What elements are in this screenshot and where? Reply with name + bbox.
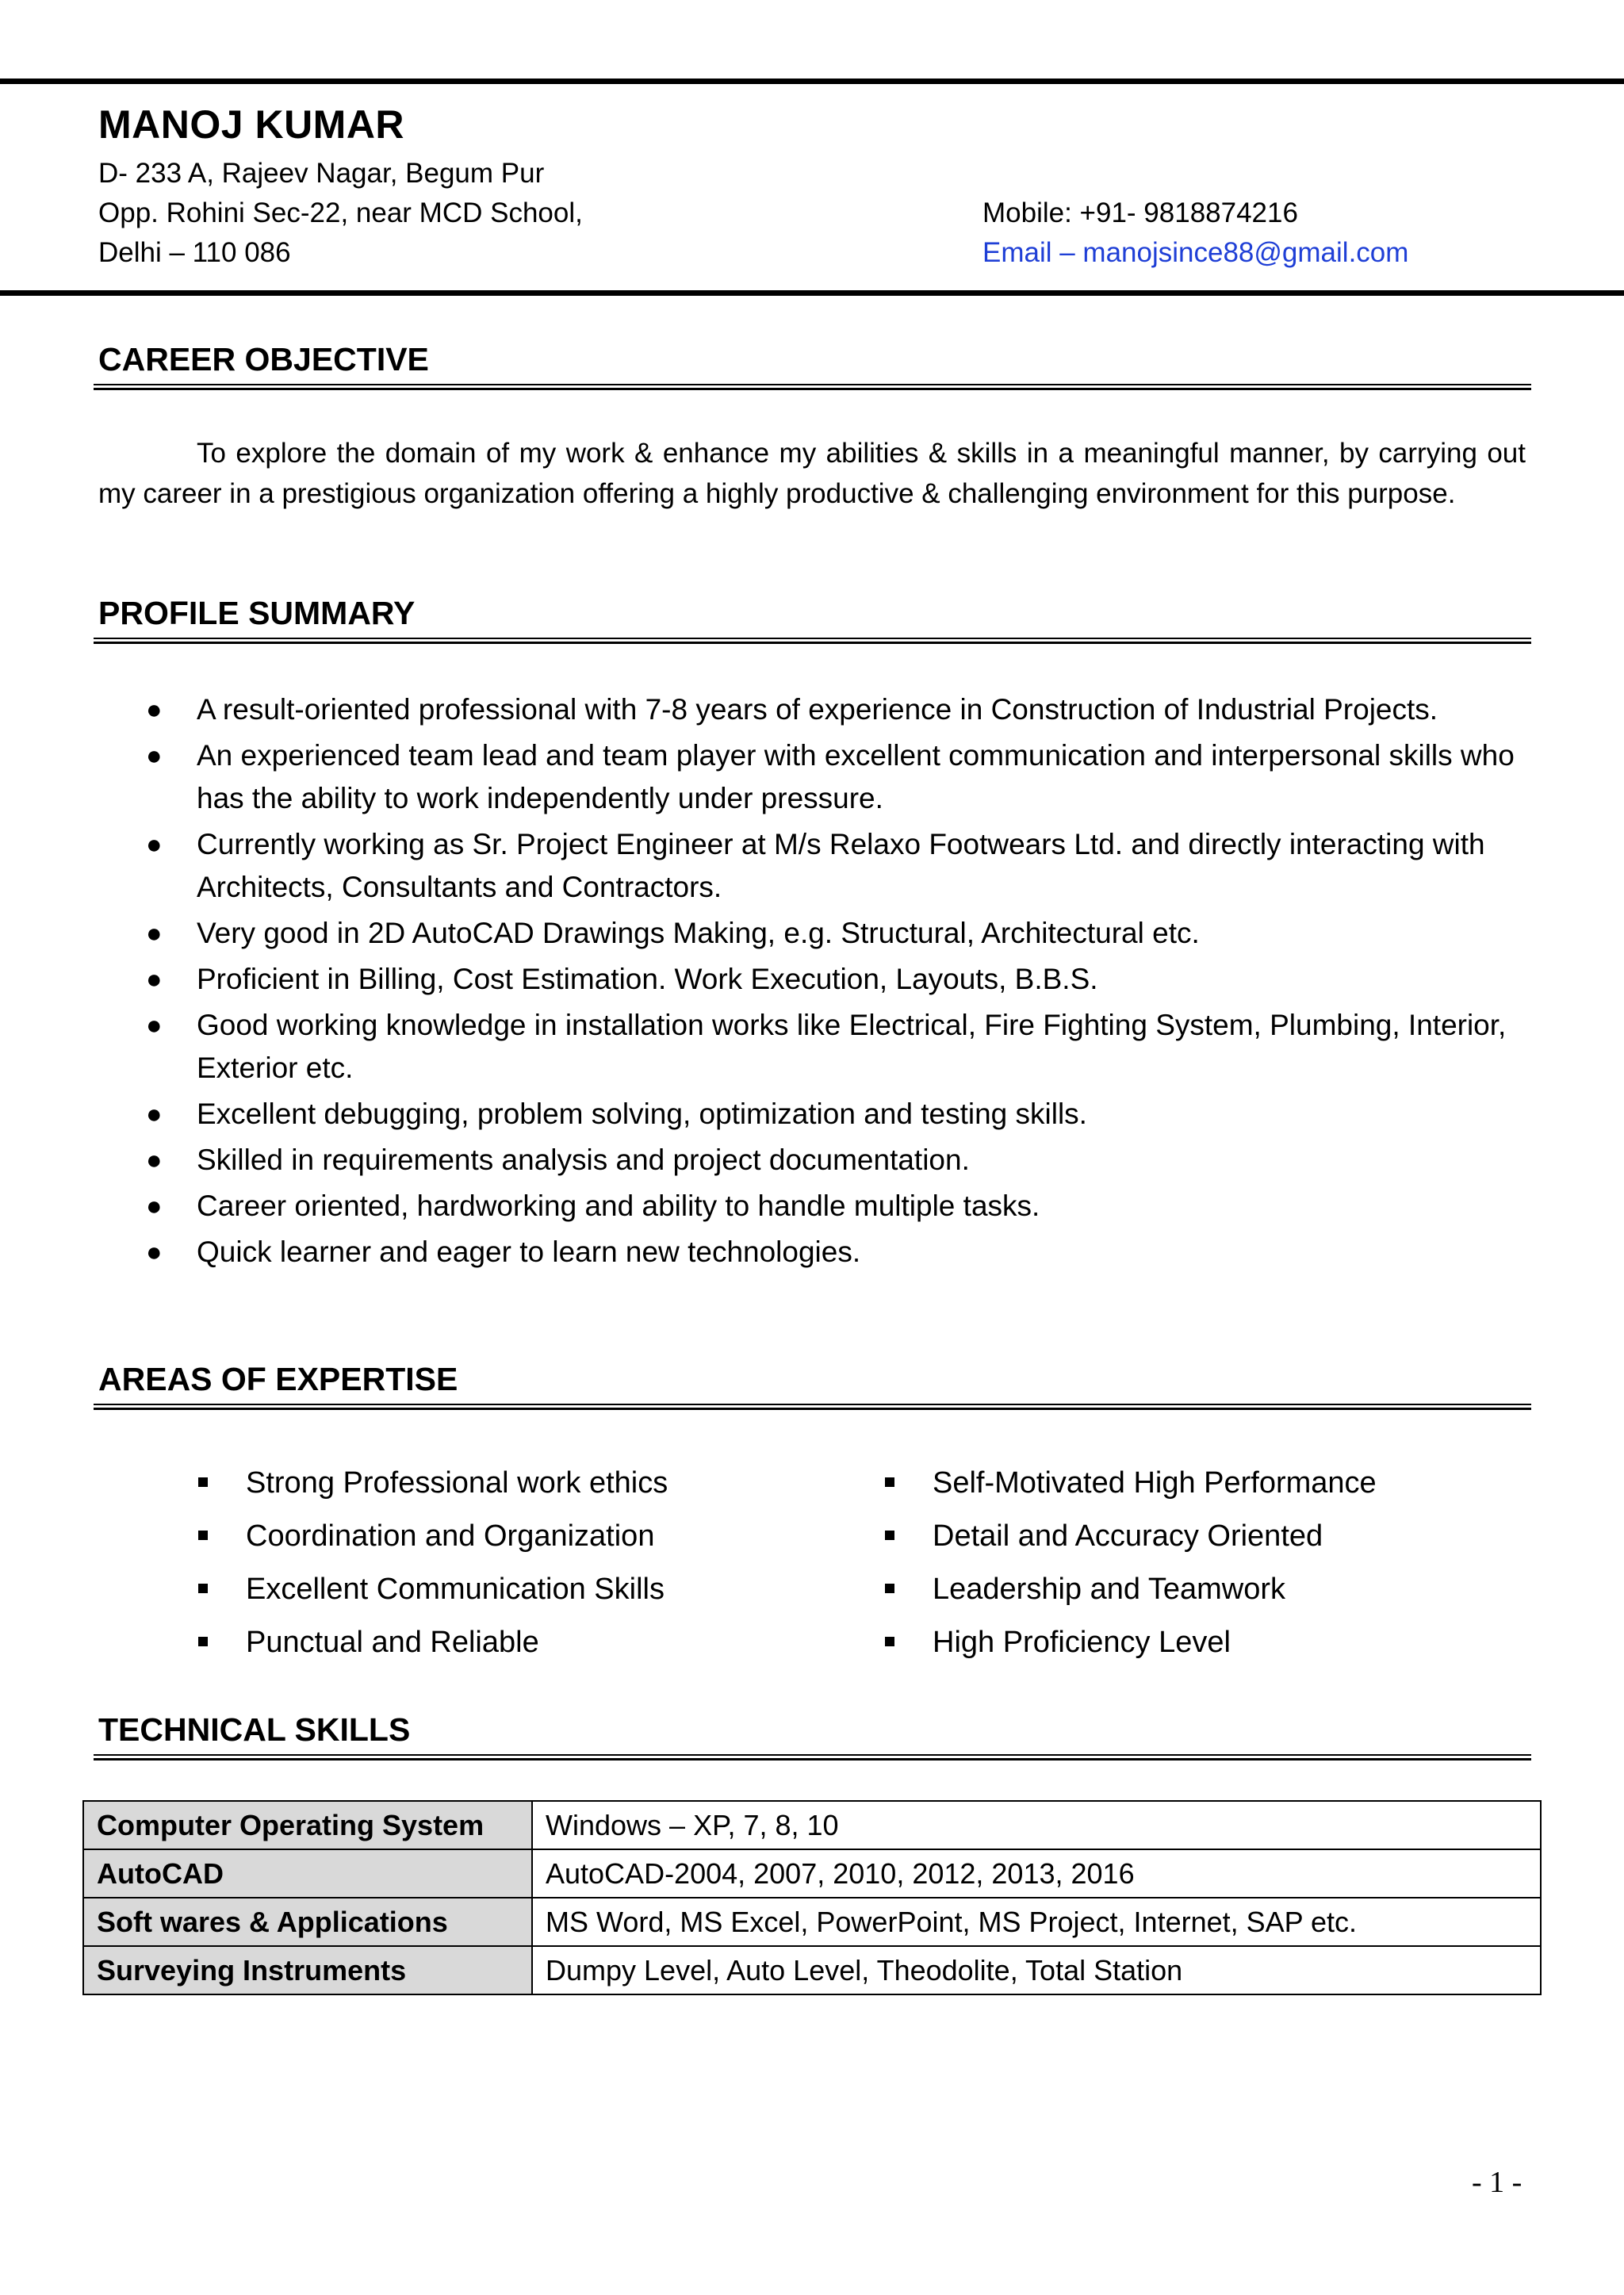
skill-value: Windows – XP, 7, 8, 10	[532, 1801, 1541, 1849]
candidate-name: MANOJ KUMAR	[98, 102, 405, 147]
square-bullet-icon	[885, 1477, 894, 1487]
address-line-2: Opp. Rohini Sec-22, near MCD School,	[98, 197, 583, 228]
list-item: ● Currently working as Sr. Project Engineer at M/s Relaxo Footwears Ltd. and directly interacting with Architects, Consultants and Contractors.	[98, 823, 1526, 909]
list-item: ● An experienced team lead and team player with excellent communication and interpersonal skills who has the ability to work independently under pressure.	[98, 734, 1526, 820]
list-item: ● Career oriented, hardworking and ability to handle multiple tasks.	[98, 1185, 1526, 1228]
header-bottom-rule	[0, 290, 1624, 296]
bullet-icon: ●	[146, 741, 163, 771]
profile-summary-rule	[94, 638, 1531, 644]
square-bullet-icon	[198, 1584, 208, 1593]
profile-summary-title: PROFILE SUMMARY	[98, 595, 416, 631]
career-objective-rule	[94, 384, 1531, 390]
square-bullet-icon	[198, 1637, 208, 1646]
table-row	[83, 1946, 1541, 1994]
career-objective-body: To explore the domain of my work & enhance my abilities & skills in a meaningful manner, by carrying out my career in a prestigious organization offering a highly productive & challenging environment for this purpose.	[98, 438, 1526, 509]
bullet-icon: ●	[146, 695, 163, 725]
table-row	[83, 1801, 1541, 1849]
list-item: ● Good working knowledge in installation works like Electrical, Fire Fighting System, Plumbing, Interior, Exterior etc.	[98, 1004, 1526, 1090]
list-item: ● A result-oriented professional with 7-8 years of experience in Construction of Industrial Projects.	[98, 688, 1526, 731]
bullet-icon: ●	[146, 1010, 163, 1040]
skill-value: MS Word, MS Excel, PowerPoint, MS Project, Internet, SAP etc.	[532, 1898, 1541, 1946]
list-item: Strong Professional work ethics	[198, 1463, 668, 1516]
career-objective-title: CAREER OBJECTIVE	[98, 341, 429, 377]
header-top-rule	[0, 79, 1624, 84]
list-item: Excellent Communication Skills	[198, 1569, 668, 1623]
technical-skills-table	[82, 1800, 1542, 1995]
bullet-icon: ●	[146, 829, 163, 860]
skill-value: Dumpy Level, Auto Level, Theodolite, Total Station	[532, 1946, 1541, 1994]
list-item: ● Skilled in requirements analysis and project documentation.	[98, 1139, 1526, 1182]
skill-value: AutoCAD-2004, 2007, 2010, 2012, 2013, 2016	[532, 1849, 1541, 1898]
list-item: Coordination and Organization	[198, 1516, 668, 1569]
list-item: Self-Motivated High Performance	[885, 1463, 1377, 1516]
career-objective-text	[98, 433, 1526, 514]
bullet-icon: ●	[146, 1237, 163, 1267]
square-bullet-icon	[198, 1477, 208, 1487]
table-row	[83, 1849, 1541, 1898]
skill-key: AutoCAD	[83, 1849, 532, 1898]
list-item: ● Quick learner and eager to learn new technologies.	[98, 1231, 1526, 1274]
address-line-3: Delhi – 110 086	[98, 237, 291, 268]
areas-of-expertise-title: AREAS OF EXPERTISE	[98, 1361, 458, 1397]
bullet-icon: ●	[146, 964, 163, 994]
list-item: ● Very good in 2D AutoCAD Drawings Making, e.g. Structural, Architectural etc.	[98, 912, 1526, 955]
bullet-icon: ●	[146, 1191, 163, 1221]
skill-key: Computer Operating System	[83, 1801, 532, 1849]
page-number: - 1 -	[1472, 2166, 1522, 2199]
areas-of-expertise-rule	[94, 1404, 1531, 1410]
technical-skills-rule	[94, 1754, 1531, 1761]
bullet-icon: ●	[146, 918, 163, 948]
skill-key: Soft wares & Applications	[83, 1898, 532, 1946]
skill-key: Surveying Instruments	[83, 1946, 532, 1994]
expertise-list-left	[198, 1463, 668, 1676]
profile-summary-list	[98, 688, 1526, 1277]
list-item: Detail and Accuracy Oriented	[885, 1516, 1377, 1569]
email-link[interactable]: Email – manojsince88@gmail.com	[982, 237, 1409, 268]
square-bullet-icon	[885, 1531, 894, 1540]
list-item: High Proficiency Level	[885, 1623, 1377, 1676]
bullet-icon: ●	[146, 1145, 163, 1175]
square-bullet-icon	[885, 1637, 894, 1646]
list-item: Leadership and Teamwork	[885, 1569, 1377, 1623]
list-item: ● Proficient in Billing, Cost Estimation. Work Execution, Layouts, B.B.S.	[98, 958, 1526, 1001]
address-line-1: D- 233 A, Rajeev Nagar, Begum Pur	[98, 158, 545, 189]
table-row	[83, 1898, 1541, 1946]
expertise-list-right	[885, 1463, 1377, 1676]
bullet-icon: ●	[146, 1099, 163, 1129]
list-item: Punctual and Reliable	[198, 1623, 668, 1676]
square-bullet-icon	[885, 1584, 894, 1593]
mobile-number: Mobile: +91- 9818874216	[982, 197, 1298, 228]
list-item: ● Excellent debugging, problem solving, optimization and testing skills.	[98, 1093, 1526, 1136]
technical-skills-title: TECHNICAL SKILLS	[98, 1711, 411, 1748]
square-bullet-icon	[198, 1531, 208, 1540]
